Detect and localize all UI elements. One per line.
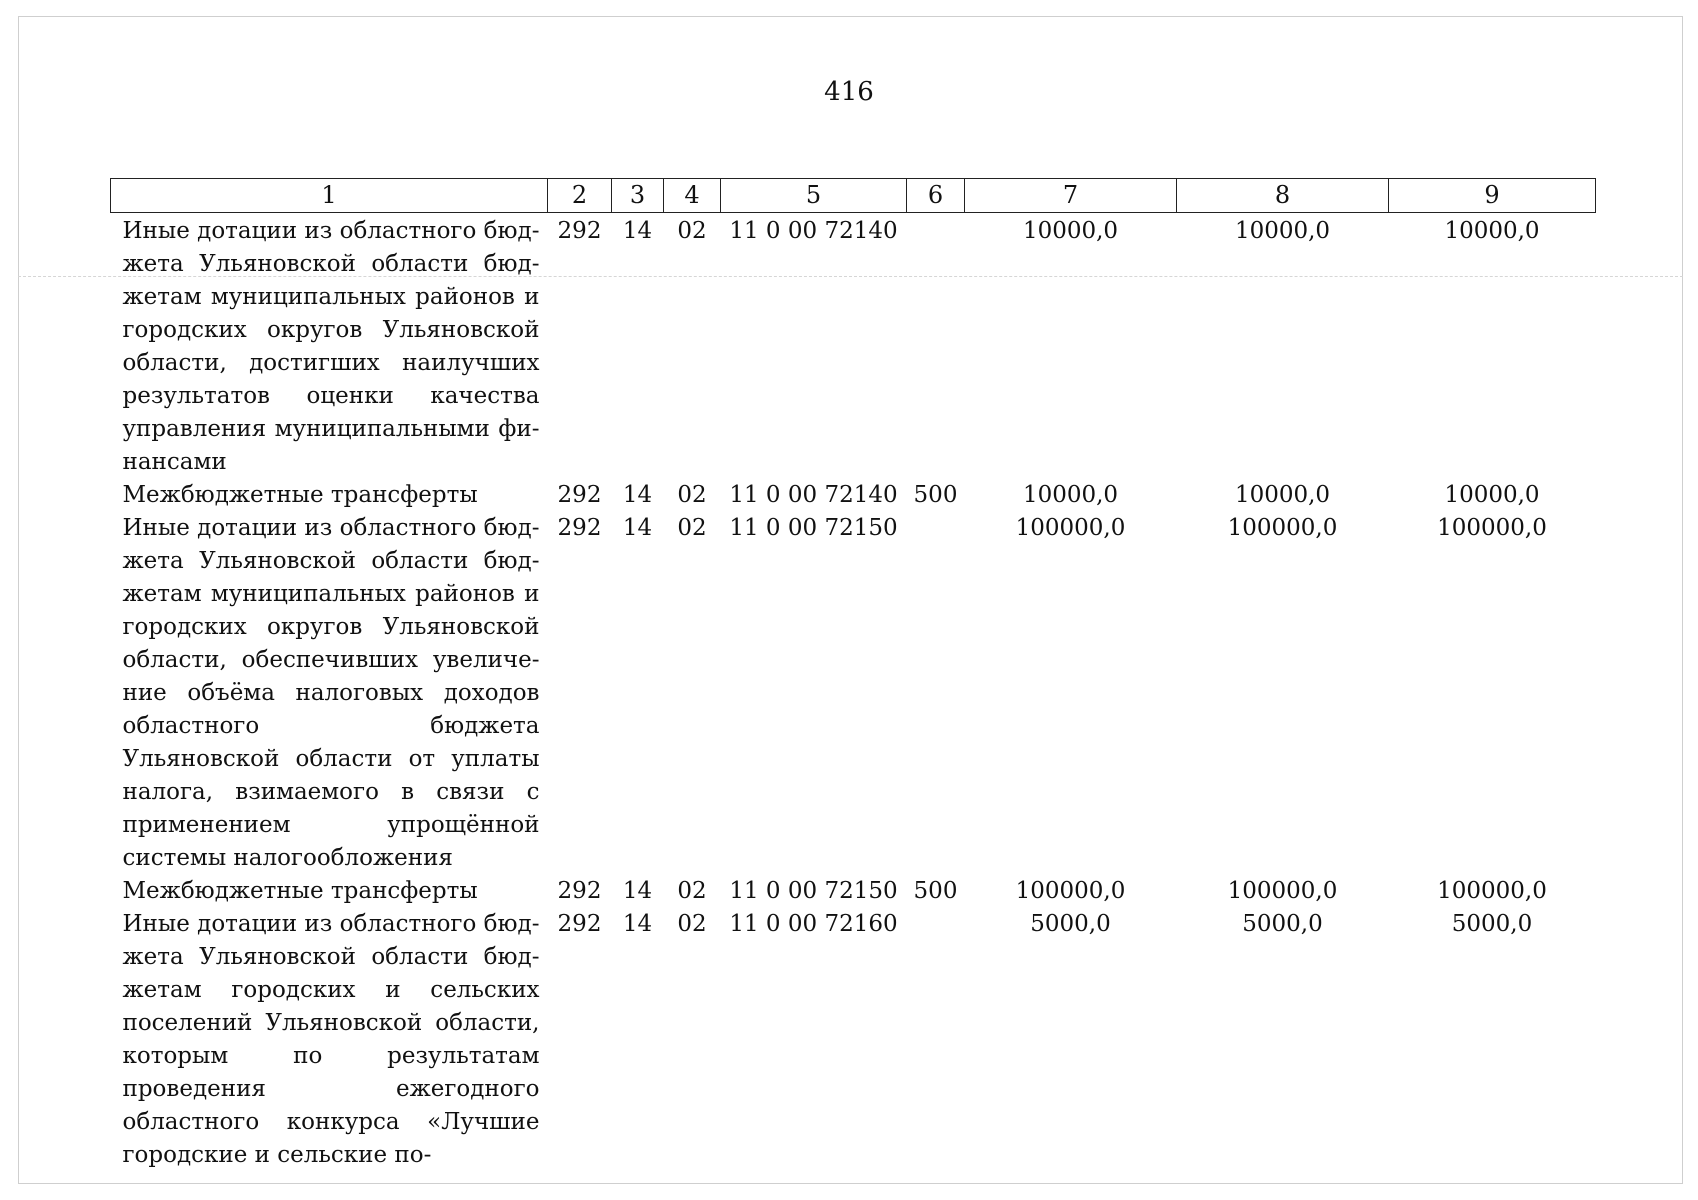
row-amount-col8: 100000,0 — [1227, 878, 1338, 904]
row-target-article: 11 0 00 72150 — [729, 878, 898, 904]
header-row — [111, 179, 1596, 213]
header-col-5: 5 — [721, 179, 907, 213]
row-ministry-code: 292 — [557, 911, 602, 937]
row-ministry-code: 292 — [557, 515, 602, 541]
row-amount-col9: 100000,0 — [1437, 515, 1547, 541]
row-section-code: 14 — [622, 878, 653, 904]
row-description: Межбюджетные трансферты — [122, 878, 478, 904]
row-ministry-code: 292 — [557, 878, 602, 904]
row-ministry-code: 292 — [557, 218, 602, 244]
row-ministry-code: 292 — [557, 482, 602, 508]
row-description: Иные дотации из областного бюджета Ульяновской области бюджетам городских и сельских поселений Ульяновской области, которым по результатам проведения ежегодного областного конкурса «Лучшие городские и сельские по- — [122, 911, 540, 1168]
row-section-code: 14 — [622, 911, 653, 937]
row-target-article: 11 0 00 72160 — [729, 911, 898, 937]
row-target-article: 11 0 00 72150 — [729, 515, 898, 541]
table-row — [111, 908, 1596, 1172]
row-subsection-code: 02 — [677, 515, 707, 541]
header-col-4: 4 — [664, 179, 721, 213]
row-amount-col8: 10000,0 — [1234, 218, 1331, 244]
row-amount-col7: 100000,0 — [1015, 515, 1126, 541]
row-target-article: 11 0 00 72140 — [729, 218, 898, 244]
row-amount-col9: 10000,0 — [1444, 218, 1540, 244]
row-subsection-code: 02 — [677, 218, 707, 244]
header-col-7: 7 — [965, 179, 1177, 213]
page-number: 416 — [824, 77, 874, 107]
row-subsection-code: 02 — [677, 878, 707, 904]
budget-table-wrap — [110, 178, 1595, 1172]
row-section-code: 14 — [622, 218, 653, 244]
row-amount-col9: 10000,0 — [1444, 482, 1540, 508]
row-target-article: 11 0 00 72140 — [729, 482, 898, 508]
row-description: Межбюджетные трансферты — [122, 482, 478, 508]
table-header — [111, 179, 1596, 213]
row-amount-col8: 5000,0 — [1242, 911, 1323, 937]
table-row — [111, 213, 1596, 480]
budget-table — [110, 178, 1596, 1172]
header-col-2: 2 — [548, 179, 612, 213]
header-col-9: 9 — [1389, 179, 1596, 213]
header-col-6: 6 — [907, 179, 965, 213]
row-amount-col8: 100000,0 — [1227, 515, 1338, 541]
header-col-1: 1 — [111, 179, 548, 213]
table-row — [111, 875, 1596, 908]
row-subsection-code: 02 — [677, 911, 707, 937]
row-expense-type — [907, 213, 965, 480]
row-expense-type — [907, 908, 965, 1172]
row-amount-col9: 5000,0 — [1451, 911, 1533, 937]
header-col-3: 3 — [612, 179, 664, 213]
row-expense-type: 500 — [913, 878, 958, 904]
row-expense-type — [907, 512, 965, 875]
row-section-code: 14 — [622, 482, 653, 508]
row-expense-type: 500 — [913, 482, 958, 508]
row-amount-col7: 100000,0 — [1015, 878, 1126, 904]
row-amount-col9: 100000,0 — [1437, 878, 1547, 904]
row-section-code: 14 — [622, 515, 653, 541]
table-body — [111, 213, 1596, 1173]
table-row — [111, 479, 1596, 512]
row-description: Иные дотации из областного бюджета Ульяновской области бюджетам муниципальных районов и городских округов Ульяновской области, обеспечивших увеличение объёма налоговых доходов областного бюджета Ульяновской области от уплаты налога, взимаемого в связи с применением упрощённой системы налогообложения — [122, 515, 540, 871]
row-amount-col7: 5000,0 — [1030, 911, 1111, 937]
row-subsection-code: 02 — [677, 482, 707, 508]
row-amount-col8: 10000,0 — [1234, 482, 1331, 508]
header-col-8: 8 — [1177, 179, 1389, 213]
table-row — [111, 512, 1596, 875]
row-amount-col7: 10000,0 — [1022, 482, 1119, 508]
row-amount-col7: 10000,0 — [1022, 218, 1119, 244]
row-description: Иные дотации из областного бюджета Ульяновской области бюджетам муниципальных районов и городских округов Ульяновской области, достигших наилучших результатов оценки качества управления муниципальными финансами — [122, 218, 540, 475]
